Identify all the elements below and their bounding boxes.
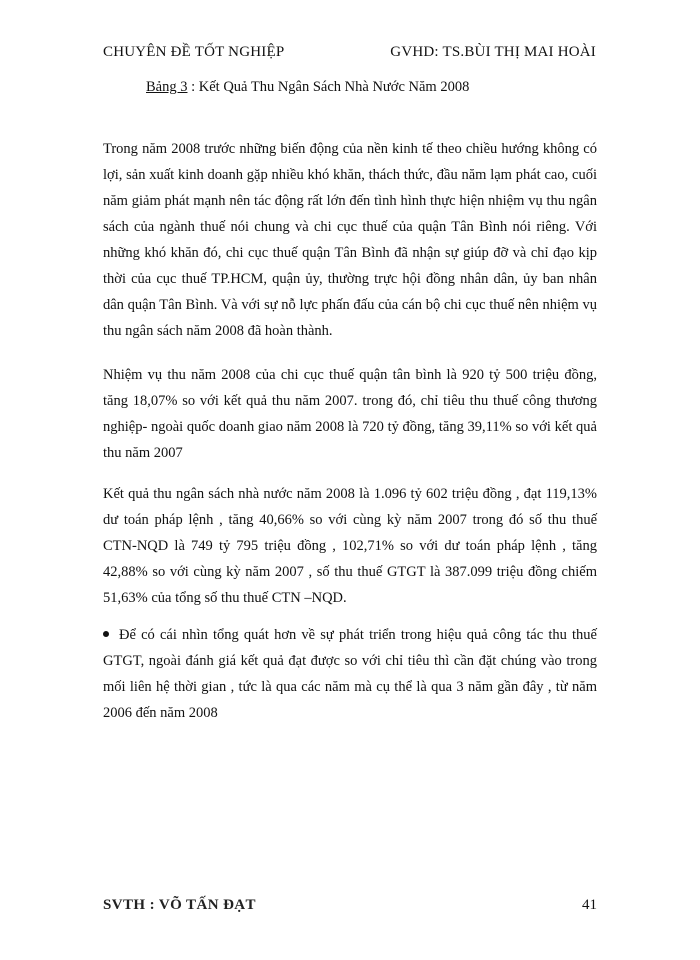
- footer-student: SVTH : VÕ TẤN ĐẠT: [103, 897, 256, 913]
- paragraph-1: Trong năm 2008 trước những biến động của nền kinh tế theo chiều hướng không có lợi, sản xuất kinh doanh gặp nhiều khó khăn, thách thức, đầu năm lạm phát cao, cuối năm giảm phát mạnh nên tác động rất lớn đến tình hình thực hiện nhiệm vụ thu ngân sách của ngành thuế nói chung và chi cục thuế của quận Tân Bình nói riêng. Với những khó khăn đó, chi cục thuế quận Tân Bình đã nhận sự giúp đỡ và chỉ đạo kịp thời của cục thuế TP.HCM, quận ủy, thường trực hội đồng nhân dân, ủy ban nhân dân quận Tân Bình. Và với sự nỗ lực phấn đấu của cán bộ chi cục thuế nên nhiệm vụ thu ngân sách năm 2008 đã hoàn thành.: [103, 141, 597, 339]
- table-caption-text: : Kết Quả Thu Ngân Sách Nhà Nước Năm 2008: [187, 79, 470, 95]
- bullet-icon: [103, 631, 109, 637]
- page-number: 41: [582, 897, 597, 913]
- table-caption: [146, 79, 469, 96]
- paragraph-3: Kết quả thu ngân sách nhà nước năm 2008 là 1.096 tỷ 602 triệu đồng , đạt 119,13% dư toán pháp lệnh , tăng 40,66% so với cùng kỳ năm 2007 trong đó số thu thuế CTN-NQD là 749 tỷ 795 triệu đồng , 102,71% so với dư toán pháp lệnh , tăng 42,88% so với cùng kỳ năm 2007 , số thu thuế GTGT là 387.099 triệu đồng chiếm 51,63% của tổng số thu thuế CTN –NQD.: [103, 486, 597, 606]
- header-title: CHUYÊN ĐỀ TỐT NGHIỆP: [103, 44, 285, 60]
- header-supervisor: GVHD: TS.BÙI THỊ MAI HOÀI: [390, 44, 596, 60]
- bullet-text: Để có cái nhìn tổng quát hơn về sự phát triển trong hiệu quả công tác thu thuế GTGT, ngoài đánh giá kết quả đạt được so với chỉ tiêu thì cần đặt chúng vào trong mối liên hệ thời gian , tức là qua các năm mà cụ thể là qua 3 năm gần đây , từ năm 2006 đến năm 2008: [103, 627, 597, 721]
- bullet-paragraph: [103, 622, 597, 726]
- table-caption-label: Bảng 3: [146, 79, 188, 95]
- paragraph-2: Nhiệm vụ thu năm 2008 của chi cục thuế quận tân bình là 920 tỷ 500 triệu đồng, tăng 18,07% so với kết quả thu năm 2007. trong đó, chỉ tiêu thu thuế công thương nghiệp- ngoài quốc doanh giao năm 2008 là 720 tỷ đồng, tăng 39,11% so với kết quả thu năm 2007: [103, 367, 597, 461]
